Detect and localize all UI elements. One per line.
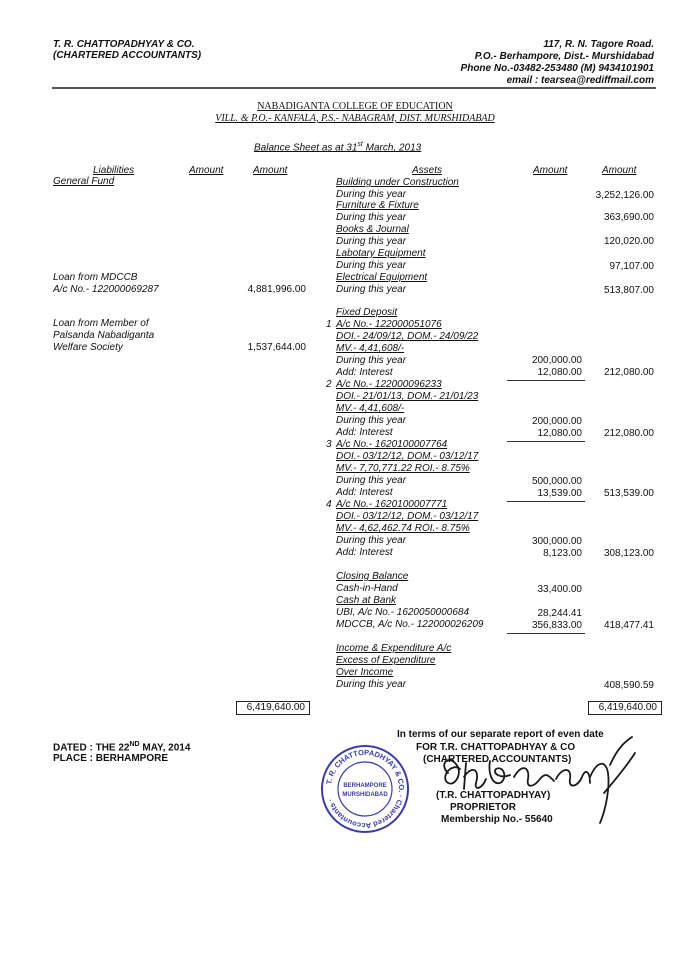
firm-designation: (CHARTERED ACCOUNTANTS) — [53, 50, 202, 61]
ubi-account: UBI, A/c No.- 1620050000684 — [336, 607, 470, 618]
membership-number: Membership No.- 55640 — [441, 814, 553, 825]
fd-subtotal-rule — [507, 501, 585, 502]
asset-furniture-during: During this year — [336, 212, 407, 223]
asset-books-during: During this year — [336, 236, 407, 247]
fd-subtotal-rule — [507, 441, 585, 442]
dated — [53, 741, 190, 753]
fd-account: A/c No.- 122000096233 — [336, 379, 442, 390]
ie-heading-3: Over Income — [336, 667, 394, 678]
signatory-name: (T.R. CHATTOPADHYAY) — [436, 790, 551, 801]
assets-total: 6,419,640.00 — [588, 701, 662, 715]
liability-loan-mdccb-amount: 4,881,996.00 — [247, 284, 306, 295]
liabilities-total: 6,419,640.00 — [236, 701, 310, 715]
sheet-title-text: Balance Sheet as at 31 — [254, 142, 358, 154]
fd-account: A/c No.- 1620100007764 — [336, 439, 448, 450]
header-amount-1: Amount — [189, 165, 224, 176]
asset-electrical-during: During this year — [336, 284, 407, 295]
svg-text:BERHAMPORE: BERHAMPORE — [343, 783, 387, 789]
fd-dates: DOI.- 21/01/13, DOM.- 21/01/23 — [336, 391, 479, 402]
header-liabilities: Liabilities — [93, 165, 135, 176]
fd-principal: 300,000.00 — [531, 536, 582, 547]
fd-maturity-value: MV.- 7,70,771.22 ROI.- 8.75% — [336, 463, 470, 474]
fd-account: A/c No.- 122000051076 — [336, 319, 442, 330]
fd-total: 308,123.00 — [603, 548, 654, 559]
firm-address-line1: 117, R. N. Tagore Road. — [543, 39, 654, 50]
dated-post: MAY, 2014 — [139, 742, 191, 754]
firm-address-line2: P.O.- Berhampore, Dist.- Murshidabad — [474, 51, 654, 62]
fd-total: 212,080.00 — [603, 428, 654, 439]
ie-during: During this year — [336, 679, 407, 690]
fd-principal: 200,000.00 — [531, 416, 582, 427]
asset-books-amount: 120,020.00 — [603, 236, 654, 247]
proprietor-title: PROPRIETOR — [450, 802, 516, 813]
liability-loan-member-1: Loan from Member of — [53, 318, 149, 329]
ie-heading-2: Excess of Expenditure — [336, 655, 436, 666]
cash-in-hand-amount: 33,400.00 — [537, 584, 582, 595]
liability-loan-mdccb-ac: A/c No.- 122000069287 — [53, 284, 159, 295]
asset-furniture: Furniture & Fixture — [336, 200, 419, 211]
fd-dates: DOI.- 03/12/12, DOM.- 03/12/17 — [336, 511, 479, 522]
for-firm: FOR T.R. CHATTOPADHYAY & CO — [416, 742, 576, 753]
liability-loan-member-3: Welfare Society — [53, 342, 123, 353]
fd-add-interest: Add: Interest — [336, 547, 393, 558]
mdccb-account: MDCCB, A/c No.- 122000026209 — [336, 619, 484, 630]
firm-name: T. R. CHATTOPADHYAY & CO. — [53, 39, 195, 50]
fd-dates: DOI.- 24/09/12, DOM.- 24/09/22 — [336, 331, 479, 342]
letterhead-rule — [52, 87, 656, 89]
firm-seal-stamp — [318, 743, 412, 835]
fd-interest: 8,123.00 — [543, 548, 582, 559]
closing-subtotal-rule — [507, 633, 585, 634]
sheet-title-sup: st — [357, 141, 363, 148]
liability-general-fund: General Fund — [53, 176, 115, 187]
asset-lab: Labotary Equipment — [336, 248, 426, 259]
fd-total: 513,539.00 — [603, 488, 654, 499]
fd-principal: 200,000.00 — [531, 355, 582, 366]
fd-maturity-value: MV.- 4,62,462.74 ROI.- 8.75% — [336, 523, 470, 534]
ie-amount: 408,590.59 — [603, 680, 654, 691]
mdccb-amount: 356,833.00 — [531, 620, 582, 631]
fd-during: During this year — [336, 535, 407, 546]
fd-add-interest: Add: Interest — [336, 427, 393, 438]
fd-number: 1 — [326, 319, 332, 330]
place: PLACE : BERHAMPORE — [53, 753, 169, 764]
svg-text:T. R. CHATTOPADHYAY & CO. · Ch: T. R. CHATTOPADHYAY & CO. · Chartered Accountants · — [324, 747, 407, 831]
asset-electrical: Electrical Equipment — [336, 272, 428, 283]
asset-lab-amount: 97,107.00 — [609, 261, 654, 272]
cash-in-hand-label: Cash-in-Hand — [336, 583, 398, 594]
fd-number: 4 — [326, 499, 332, 510]
dated-sup: ND — [129, 741, 140, 748]
liability-loan-mdccb: Loan from MDCCB — [53, 272, 138, 283]
header-amount-3: Amount — [533, 165, 568, 176]
handwritten-signature — [430, 733, 640, 828]
college-name: NABADIGANTA COLLEGE OF EDUCATION — [257, 101, 453, 112]
fd-number: 3 — [326, 439, 332, 450]
header-amount-2: Amount — [253, 165, 288, 176]
firm-email: email : tearsea@rediffmail.com — [506, 75, 654, 86]
fd-interest: 12,080.00 — [537, 367, 582, 378]
asset-building-during: During this year — [336, 189, 407, 200]
liability-loan-member-2: Palsanda Nabadiganta — [53, 330, 155, 341]
fd-maturity-value: MV.- 4,41,608/- — [336, 403, 405, 414]
ie-heading-1: Income & Expenditure A/c — [336, 643, 452, 654]
sheet-title-post: March, 2013 — [362, 142, 422, 154]
fd-principal: 500,000.00 — [531, 476, 582, 487]
fd-interest: 13,539.00 — [537, 488, 582, 499]
terms-line: In terms of our separate report of even date — [397, 729, 604, 740]
closing-balance-heading: Closing Balance — [336, 571, 409, 582]
fd-dates: DOI.- 03/12/12, DOM.- 03/12/17 — [336, 451, 479, 462]
fd-add-interest: Add: Interest — [336, 487, 393, 498]
fd-add-interest: Add: Interest — [336, 367, 393, 378]
fd-heading: Fixed Deposit — [336, 307, 398, 318]
asset-lab-during: During this year — [336, 260, 407, 271]
liability-loan-member-amount: 1,537,644.00 — [247, 342, 306, 353]
asset-furniture-amount: 363,690.00 — [603, 212, 654, 223]
ubi-amount: 28,244.41 — [537, 608, 582, 619]
firm-phone: Phone No.-03482-253480 (M) 9434101901 — [460, 63, 654, 74]
fd-total: 212,080.00 — [603, 367, 654, 378]
fd-during: During this year — [336, 415, 407, 426]
sheet-title — [254, 141, 421, 153]
asset-electrical-amount: 513,807.00 — [603, 285, 654, 296]
fd-maturity-value: MV.- 4,41,608/- — [336, 343, 405, 354]
asset-building: Building under Construction — [336, 177, 459, 188]
header-assets: Assets — [412, 165, 443, 176]
cash-at-bank-heading: Cash at Bank — [336, 595, 397, 606]
fd-number: 2 — [326, 379, 332, 390]
fd-subtotal-rule — [507, 380, 585, 381]
fd-interest: 12,080.00 — [537, 428, 582, 439]
asset-books: Books & Journal — [336, 224, 409, 235]
dated-text: DATED : THE 22 — [53, 742, 130, 754]
closing-balance-total: 418,477.41 — [603, 620, 654, 631]
asset-building-amount: 3,252,126.00 — [595, 190, 654, 201]
fd-account: A/c No.- 1620100007771 — [336, 499, 448, 510]
ca-line: (CHARTERED ACCOUNTANTS) — [423, 754, 572, 765]
fd-during: During this year — [336, 475, 407, 486]
svg-text:MURSHIDABAD: MURSHIDABAD — [342, 792, 388, 798]
header-amount-4: Amount — [602, 165, 637, 176]
college-address: VILL. & P.O.- KANFALA, P.S.- NABAGRAM, DIST. MURSHIDABAD — [215, 113, 495, 124]
fd-during: During this year — [336, 355, 407, 366]
